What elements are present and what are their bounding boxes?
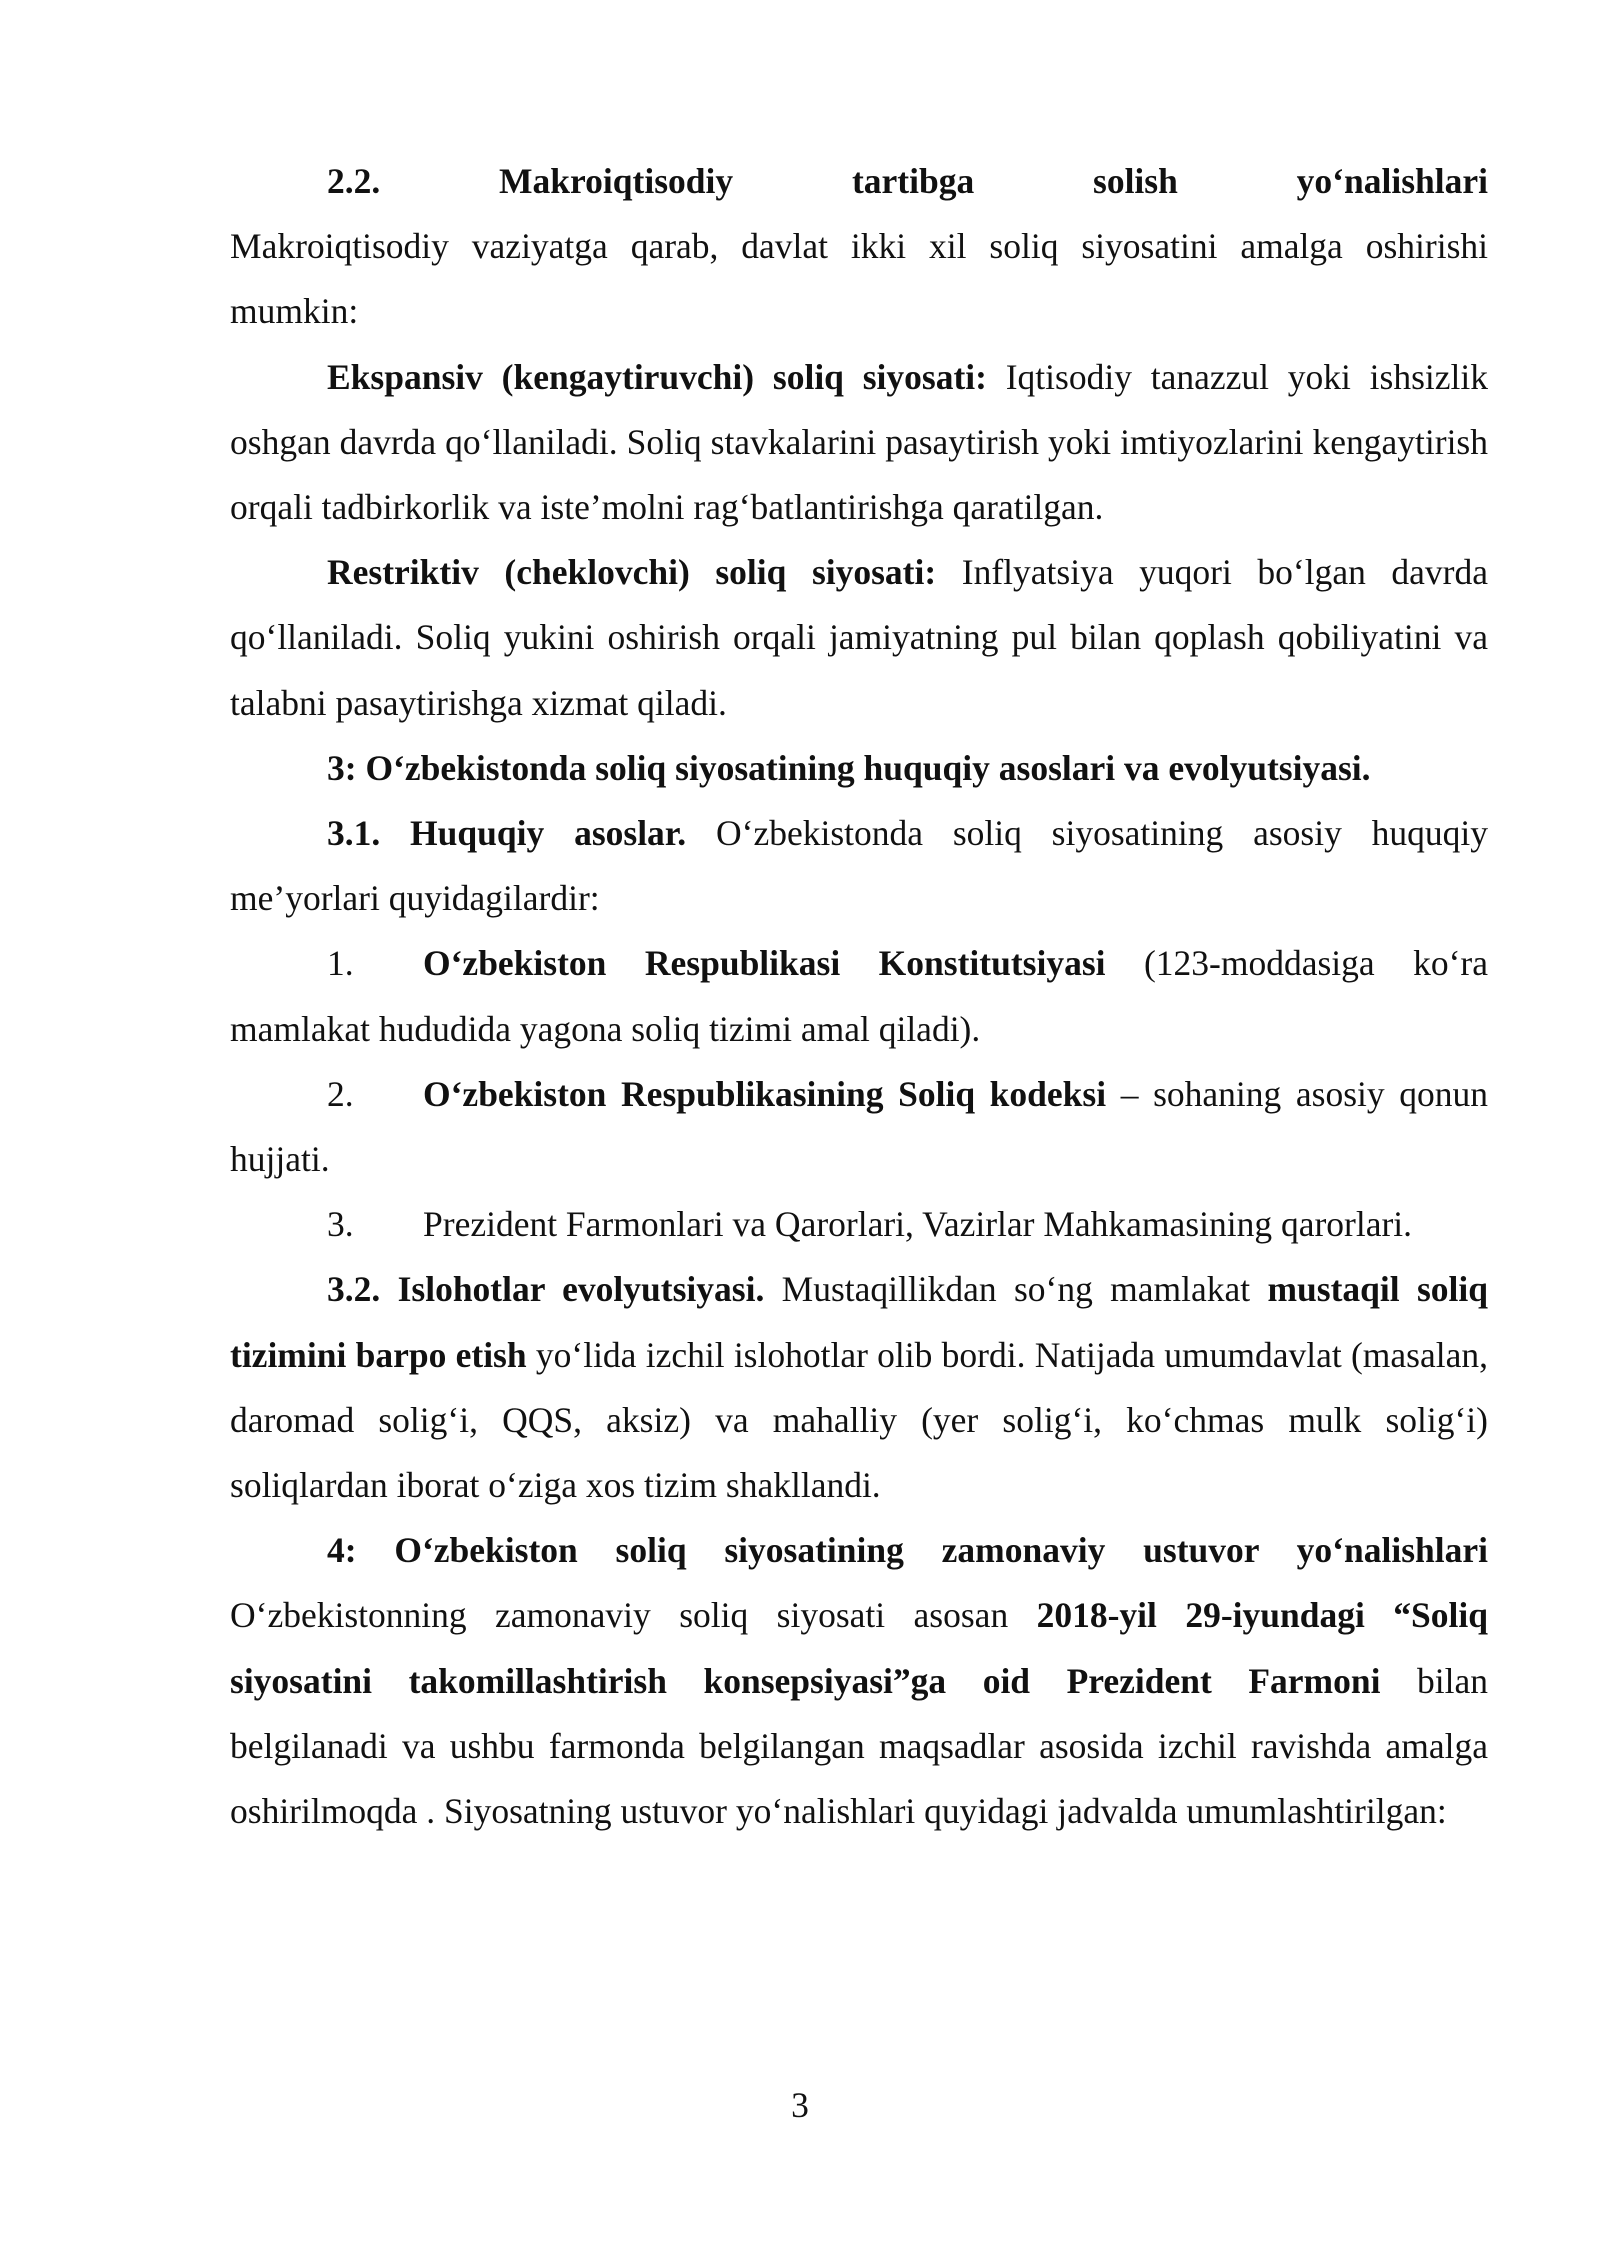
- list-item: [230, 931, 1488, 1061]
- list-item-text: (123-moddasiga ko‘ra mamlakat hududida yagona soliq tizimi amal qiladi).: [230, 943, 1488, 1049]
- section-3-2-paragraph: 3.2. Islohotlar evolyutsiyasi. Mustaqillikdan so‘ng mamlakat mustaqil soliq tizimini barpo etish yo‘lida izchil islohotlar olib bordi. Natijada umumdavlat (masalan, daromad solig‘i, QQS, aksiz) va mahalliy (yer solig‘i, ko‘chmas mulk solig‘i) soliqlardan iborat o‘ziga xos tizim shakllandi.: [230, 1269, 1488, 1506]
- page-number: 3: [791, 2085, 809, 2125]
- restrictive-policy-paragraph: [230, 540, 1488, 736]
- section-3-2-heading: 3.2. Islohotlar evolyutsiyasi.: [327, 1269, 765, 1310]
- section-3-1-text: O‘zbekistonda soliq siyosatining asosiy huquqiy me’yorlari quyidagilardir:: [230, 813, 1488, 919]
- list-item-number: 1.: [327, 943, 354, 984]
- document-body: [230, 149, 1488, 1844]
- expansive-policy-term: Ekspansiv (kengaytiruvchi) soliq siyosati:: [327, 356, 987, 397]
- restrictive-policy-text: Inflyatsiya yuqori bo‘lgan davrda qo‘llaniladi. Soliq yukini oshirish orqali jamiyatning pul bilan qoplash qobiliyatini va talabni pasaytirishga xizmat qiladi.: [230, 552, 1489, 723]
- section-4-paragraph: O‘zbekistonning zamonaviy soliq siyosati asosan 2018-yil 29-iyundagi “Soliq siyosatini takomillashtirish konsepsiyasi”ga oid Prezident Farmoni bilan belgilanadi va ushbu farmonda belgilangan maqsadlar asosida izchil ravishda amalga oshirilmoqda . Siyosatning ustuvor yo‘nalishlari quyidagi jadvalda umumlashtirilgan:: [230, 1595, 1489, 1832]
- list-item-number: 3.: [327, 1204, 354, 1245]
- section-2-2-intro: Makroiqtisodiy vaziyatga qarab, davlat ikki xil soliq siyosatini amalga oshirishi mumkin:: [230, 226, 1488, 332]
- list-item-title: O‘zbekiston Respublikasi Konstitutsiyasi: [423, 943, 1106, 984]
- list-item-number: 2.: [327, 1073, 354, 1114]
- list-item-title: O‘zbekiston Respublikasining Soliq kodeksi: [423, 1073, 1107, 1114]
- restrictive-policy-term: Restriktiv (cheklovchi) soliq siyosati:: [327, 552, 937, 593]
- expansive-policy-text: Iqtisodiy tanazzul yoki ishsizlik oshgan davrda qo‘llaniladi. Soliq stavkalarini pasaytirish yoki imtiyozlarini kengaytirish orqali tadbirkorlik va iste’molni rag‘batlantirishga qaratilgan.: [230, 356, 1488, 528]
- section-4-heading: 4: O‘zbekiston soliq siyosatining zamonaviy ustuvor yo‘nalishlari: [327, 1530, 1488, 1571]
- expansive-policy-paragraph: [230, 345, 1488, 541]
- list-item: [230, 1192, 1488, 1257]
- list-item-text: – sohaning asosiy qonun hujjati.: [230, 1073, 1488, 1180]
- section-3-1-paragraph: [230, 801, 1488, 931]
- section-3-1-heading: 3.1. Huquqiy asoslar.: [327, 813, 687, 854]
- list-item-text: Prezident Farmonlari va Qarorlari, Vazirlar Mahkamasining qarorlari.: [423, 1204, 1413, 1245]
- section-3-heading: 3: O‘zbekistonda soliq siyosatining huquqiy asoslari va evolyutsiyasi.: [327, 747, 1371, 788]
- section-2-2-heading: 2.2. Makroiqtisodiy tartibga solish yo‘nalishlari: [327, 161, 1488, 201]
- list-item: [230, 1062, 1488, 1192]
